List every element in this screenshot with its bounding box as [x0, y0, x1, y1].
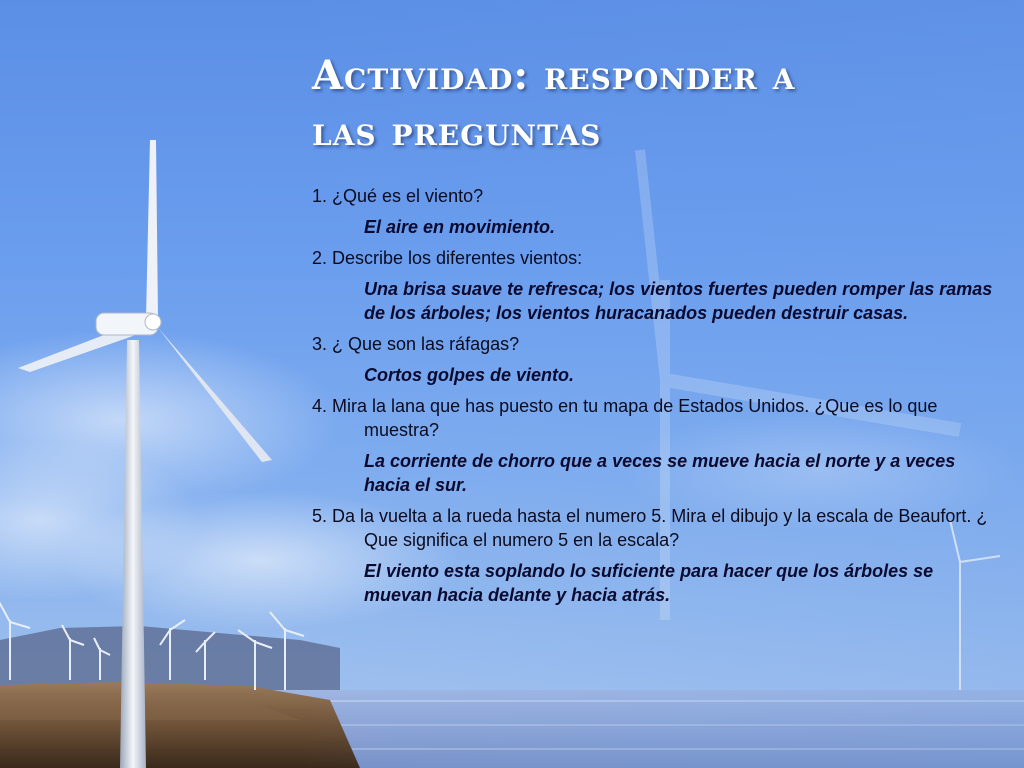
question-1: 1. ¿Qué es el viento? [312, 186, 484, 206]
question-5: 5. Da la vuelta a la rueda hasta el numero 5. Mira el dibujo y la escala de Beaufort. ¿ Que significa el numero 5 en la escala? [312, 506, 988, 550]
answer-2: Una brisa suave te refresca; los vientos fuertes pueden romper las ramas de los árboles; los vientos huracanados pueden destruir casas. [364, 279, 993, 323]
answer-1: El aire en movimiento. [364, 217, 556, 237]
answer-5: El viento esta soplando lo suficiente para hacer que los árboles se muevan hacia delante y hacia atrás. [364, 561, 934, 605]
slide-title [312, 48, 992, 160]
questions-list [312, 184, 1002, 614]
question-4: 4. Mira la lana que has puesto en tu mapa de Estados Unidos. ¿Que es lo que muestra? [312, 396, 938, 440]
question-2: 2. Describe los diferentes vientos: [312, 248, 583, 268]
answer-3: Cortos golpes de viento. [364, 365, 575, 385]
slide-title-line-1: Actividad: responder a [312, 52, 796, 99]
question-3: 3. ¿ Que son las ráfagas? [312, 334, 520, 354]
answer-4: La corriente de chorro que a veces se mueve hacia el norte y a veces hacia el sur. [364, 451, 956, 495]
slide-title-line-2: las preguntas [312, 108, 602, 155]
